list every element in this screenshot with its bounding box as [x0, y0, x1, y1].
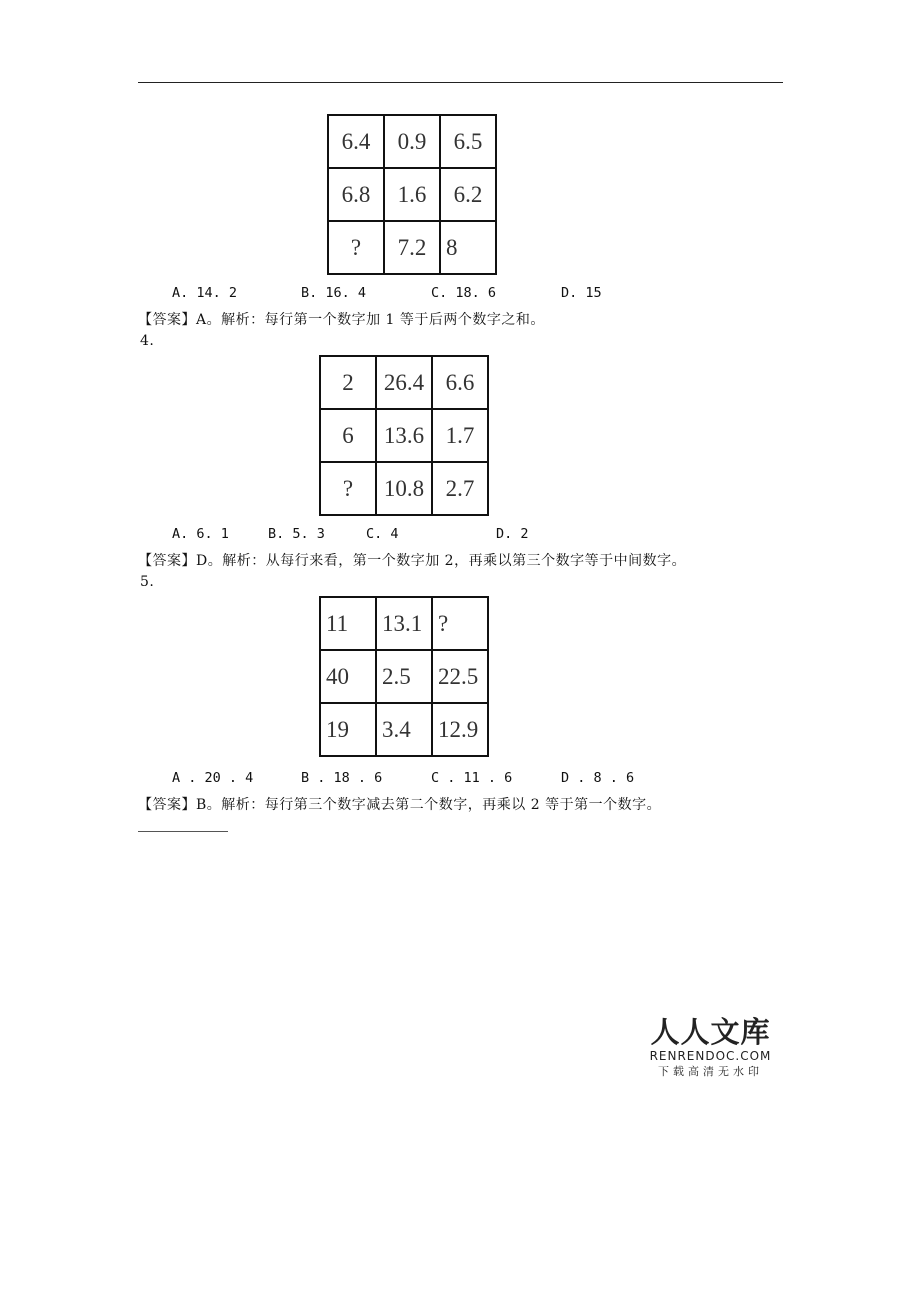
grid-cell: 6.8 [328, 168, 384, 221]
header-rule [138, 82, 783, 83]
option-c: C . 11 . 6 [431, 770, 513, 786]
option-b: B . 18 . 6 [301, 770, 383, 786]
option-d: D . 8 . 6 [561, 770, 635, 786]
grid-cell: 7.2 [384, 221, 440, 274]
grid-cell: 22.5 [432, 650, 488, 703]
grid-cell: 6 [320, 409, 376, 462]
grid-cell: 2.7 [432, 462, 488, 515]
grid-cell: 26.4 [376, 356, 432, 409]
option-a: A. 6. 1 [172, 526, 229, 542]
renrendoc-logo [648, 1016, 773, 1080]
answer-explanation: 【答案】D。解析：从每行来看，第一个数字加 2，再乘以第三个数字等于中间数字。 [138, 553, 687, 569]
option-c: C. 4 [366, 526, 399, 542]
grid-cell: 1.6 [384, 168, 440, 221]
option-a: A. 14. 2 [172, 285, 238, 301]
grid-cell: 2.5 [376, 650, 432, 703]
question-number: 5. [140, 574, 155, 590]
option-d: D. 2 [496, 526, 529, 542]
option-c: C. 18. 6 [431, 285, 497, 301]
grid-cell: 40 [320, 650, 376, 703]
grid-cell: 12.9 [432, 703, 488, 756]
grid-cell: 13.6 [376, 409, 432, 462]
grid-cell: 6.6 [432, 356, 488, 409]
option-b: B. 5. 3 [268, 526, 325, 542]
number-grid-1 [327, 114, 497, 275]
option-b: B. 16. 4 [301, 285, 367, 301]
grid-cell: 0.9 [384, 115, 440, 168]
answer-explanation: 【答案】B。解析：每行第三个数字减去第二个数字，再乘以 2 等于第一个数字。 [138, 797, 662, 813]
logo-domain: RENRENDOC.COM [649, 1049, 772, 1063]
option-d: D. 15 [561, 285, 602, 301]
answer-explanation: 【答案】A。解析：每行第一个数字加 1 等于后两个数字之和。 [138, 312, 545, 328]
grid-cell: 1.7 [432, 409, 488, 462]
logo-tagline: 下载高清无水印 [658, 1065, 763, 1078]
grid-cell: 11 [320, 597, 376, 650]
section-divider [138, 831, 228, 832]
grid-cell: 6.5 [440, 115, 496, 168]
grid-cell: 2 [320, 356, 376, 409]
grid-cell: 10.8 [376, 462, 432, 515]
option-a: A . 20 . 4 [172, 770, 254, 786]
grid-cell: 6.2 [440, 168, 496, 221]
logo-title: 人人文库 [650, 1015, 771, 1049]
number-grid-3 [319, 596, 489, 757]
grid-cell: 13.1 [376, 597, 432, 650]
grid-cell: 3.4 [376, 703, 432, 756]
grid-cell: ? [320, 462, 376, 515]
grid-cell: ? [328, 221, 384, 274]
number-grid-2 [319, 355, 489, 516]
question-number: 4. [140, 333, 155, 349]
grid-cell: 8 [440, 221, 496, 274]
grid-cell: 19 [320, 703, 376, 756]
grid-cell: ? [432, 597, 488, 650]
grid-cell: 6.4 [328, 115, 384, 168]
